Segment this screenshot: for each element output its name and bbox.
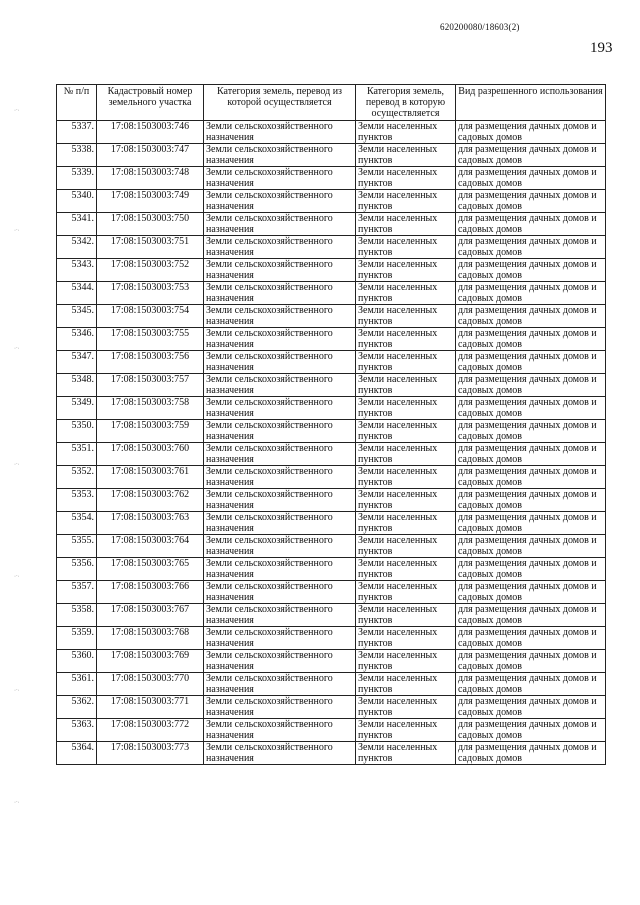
category-to-cell: Земли населенных пунктов (356, 351, 456, 374)
page-number: 193 (590, 40, 613, 56)
category-from-cell: Земли сельскохозяйственного назначения (204, 489, 356, 512)
category-to-cell: Земли населенных пунктов (356, 190, 456, 213)
header-row-number: № п/п (57, 85, 97, 121)
table-row (57, 443, 606, 466)
row-number-cell: 5356. (57, 558, 97, 581)
permitted-use-cell: для размещения дачных домов и садовых домов (456, 397, 606, 420)
table-row (57, 305, 606, 328)
row-number-cell: 5352. (57, 466, 97, 489)
category-to-cell: Земли населенных пунктов (356, 604, 456, 627)
permitted-use-cell: для размещения дачных домов и садовых домов (456, 282, 606, 305)
permitted-use-cell: для размещения дачных домов и садовых домов (456, 259, 606, 282)
permitted-use-cell: для размещения дачных домов и садовых домов (456, 144, 606, 167)
cadastral-number-cell: 17:08:1503003:751 (97, 236, 204, 259)
table-row (57, 121, 606, 144)
category-from-cell: Земли сельскохозяйственного назначения (204, 558, 356, 581)
table-row (57, 374, 606, 397)
row-number-cell: 5340. (57, 190, 97, 213)
permitted-use-cell: для размещения дачных домов и садовых домов (456, 627, 606, 650)
table-row (57, 167, 606, 190)
table-body (57, 121, 606, 765)
category-from-cell: Земли сельскохозяйственного назначения (204, 673, 356, 696)
category-from-cell: Земли сельскохозяйственного назначения (204, 121, 356, 144)
permitted-use-cell: для размещения дачных домов и садовых домов (456, 696, 606, 719)
permitted-use-cell: для размещения дачных домов и садовых домов (456, 374, 606, 397)
category-to-cell: Земли населенных пунктов (356, 650, 456, 673)
permitted-use-cell: для размещения дачных домов и садовых домов (456, 512, 606, 535)
permitted-use-cell: для размещения дачных домов и садовых домов (456, 328, 606, 351)
category-from-cell: Земли сельскохозяйственного назначения (204, 627, 356, 650)
cadastral-number-cell: 17:08:1503003:770 (97, 673, 204, 696)
table-row (57, 535, 606, 558)
row-number-cell: 5346. (57, 328, 97, 351)
category-to-cell: Земли населенных пунктов (356, 328, 456, 351)
category-to-cell: Земли населенных пунктов (356, 236, 456, 259)
row-number-cell: 5351. (57, 443, 97, 466)
cadastral-number-cell: 17:08:1503003:747 (97, 144, 204, 167)
table-row (57, 259, 606, 282)
land-registry-table (56, 84, 606, 765)
cadastral-number-cell: 17:08:1503003:759 (97, 420, 204, 443)
margin-scan-mark: ·ˑ· (14, 108, 20, 114)
permitted-use-cell: для размещения дачных домов и садовых домов (456, 558, 606, 581)
row-number-cell: 5350. (57, 420, 97, 443)
category-from-cell: Земли сельскохозяйственного назначения (204, 259, 356, 282)
row-number-cell: 5359. (57, 627, 97, 650)
cadastral-number-cell: 17:08:1503003:748 (97, 167, 204, 190)
category-to-cell: Земли населенных пунктов (356, 627, 456, 650)
category-to-cell: Земли населенных пунктов (356, 443, 456, 466)
table-row (57, 742, 606, 765)
table-row (57, 236, 606, 259)
permitted-use-cell: для размещения дачных домов и садовых домов (456, 443, 606, 466)
cadastral-number-cell: 17:08:1503003:758 (97, 397, 204, 420)
row-number-cell: 5342. (57, 236, 97, 259)
category-from-cell: Земли сельскохозяйственного назначения (204, 535, 356, 558)
row-number-cell: 5337. (57, 121, 97, 144)
row-number-cell: 5360. (57, 650, 97, 673)
margin-scan-mark: ·ˑ· (14, 800, 20, 806)
table-row (57, 282, 606, 305)
category-from-cell: Земли сельскохозяйственного назначения (204, 213, 356, 236)
row-number-cell: 5339. (57, 167, 97, 190)
category-to-cell: Земли населенных пунктов (356, 558, 456, 581)
cadastral-number-cell: 17:08:1503003:750 (97, 213, 204, 236)
cadastral-number-cell: 17:08:1503003:763 (97, 512, 204, 535)
permitted-use-cell: для размещения дачных домов и садовых домов (456, 650, 606, 673)
table-row (57, 604, 606, 627)
category-from-cell: Земли сельскохозяйственного назначения (204, 443, 356, 466)
cadastral-number-cell: 17:08:1503003:768 (97, 627, 204, 650)
table-row (57, 673, 606, 696)
category-to-cell: Земли населенных пунктов (356, 420, 456, 443)
category-from-cell: Земли сельскохозяйственного назначения (204, 397, 356, 420)
category-to-cell: Земли населенных пунктов (356, 489, 456, 512)
cadastral-number-cell: 17:08:1503003:752 (97, 259, 204, 282)
margin-scan-mark: ·ˑ· (14, 574, 20, 580)
table-row (57, 627, 606, 650)
category-to-cell: Земли населенных пунктов (356, 512, 456, 535)
table-row (57, 397, 606, 420)
category-from-cell: Земли сельскохозяйственного назначения (204, 719, 356, 742)
permitted-use-cell: для размещения дачных домов и садовых домов (456, 742, 606, 765)
category-to-cell: Земли населенных пунктов (356, 535, 456, 558)
permitted-use-cell: для размещения дачных домов и садовых домов (456, 489, 606, 512)
category-to-cell: Земли населенных пунктов (356, 144, 456, 167)
cadastral-number-cell: 17:08:1503003:754 (97, 305, 204, 328)
cadastral-number-cell: 17:08:1503003:746 (97, 121, 204, 144)
table-row (57, 650, 606, 673)
row-number-cell: 5353. (57, 489, 97, 512)
cadastral-number-cell: 17:08:1503003:757 (97, 374, 204, 397)
category-from-cell: Земли сельскохозяйственного назначения (204, 190, 356, 213)
permitted-use-cell: для размещения дачных домов и садовых домов (456, 190, 606, 213)
table-row (57, 719, 606, 742)
table-row (57, 466, 606, 489)
category-to-cell: Земли населенных пунктов (356, 374, 456, 397)
category-from-cell: Земли сельскохозяйственного назначения (204, 650, 356, 673)
category-from-cell: Земли сельскохозяйственного назначения (204, 420, 356, 443)
category-to-cell: Земли населенных пунктов (356, 719, 456, 742)
permitted-use-cell: для размещения дачных домов и садовых домов (456, 236, 606, 259)
permitted-use-cell: для размещения дачных домов и садовых домов (456, 420, 606, 443)
category-to-cell: Земли населенных пунктов (356, 673, 456, 696)
cadastral-number-cell: 17:08:1503003:773 (97, 742, 204, 765)
category-to-cell: Земли населенных пунктов (356, 259, 456, 282)
row-number-cell: 5355. (57, 535, 97, 558)
margin-scan-mark: ·ˑ· (14, 462, 20, 468)
row-number-cell: 5363. (57, 719, 97, 742)
table-row (57, 581, 606, 604)
cadastral-number-cell: 17:08:1503003:767 (97, 604, 204, 627)
permitted-use-cell: для размещения дачных домов и садовых домов (456, 719, 606, 742)
cadastral-number-cell: 17:08:1503003:761 (97, 466, 204, 489)
table-row (57, 558, 606, 581)
category-from-cell: Земли сельскохозяйственного назначения (204, 328, 356, 351)
category-from-cell: Земли сельскохозяйственного назначения (204, 604, 356, 627)
header-category-to: Категория земель, перевод в которую осуществляется (356, 85, 456, 121)
row-number-cell: 5341. (57, 213, 97, 236)
category-from-cell: Земли сельскохозяйственного назначения (204, 512, 356, 535)
category-from-cell: Земли сельскохозяйственного назначения (204, 696, 356, 719)
cadastral-number-cell: 17:08:1503003:764 (97, 535, 204, 558)
category-from-cell: Земли сельскохозяйственного назначения (204, 236, 356, 259)
margin-scan-mark: ·ˑ· (14, 228, 20, 234)
permitted-use-cell: для размещения дачных домов и садовых домов (456, 535, 606, 558)
category-from-cell: Земли сельскохозяйственного назначения (204, 581, 356, 604)
category-to-cell: Земли населенных пунктов (356, 397, 456, 420)
row-number-cell: 5348. (57, 374, 97, 397)
table-row (57, 190, 606, 213)
category-from-cell: Земли сельскохозяйственного назначения (204, 167, 356, 190)
cadastral-number-cell: 17:08:1503003:765 (97, 558, 204, 581)
header-cadastral-number: Кадастровый номер земельного участка (97, 85, 204, 121)
cadastral-number-cell: 17:08:1503003:772 (97, 719, 204, 742)
category-from-cell: Земли сельскохозяйственного назначения (204, 374, 356, 397)
permitted-use-cell: для размещения дачных домов и садовых домов (456, 604, 606, 627)
row-number-cell: 5364. (57, 742, 97, 765)
category-to-cell: Земли населенных пунктов (356, 466, 456, 489)
cadastral-number-cell: 17:08:1503003:771 (97, 696, 204, 719)
header-permitted-use: Вид разрешенного использования (456, 85, 606, 121)
category-to-cell: Земли населенных пунктов (356, 696, 456, 719)
margin-scan-mark: ·ˑ· (14, 346, 20, 352)
table-row (57, 328, 606, 351)
cadastral-number-cell: 17:08:1503003:769 (97, 650, 204, 673)
table-row (57, 144, 606, 167)
row-number-cell: 5345. (57, 305, 97, 328)
table-row (57, 512, 606, 535)
table-header-row (57, 85, 606, 121)
cadastral-number-cell: 17:08:1503003:755 (97, 328, 204, 351)
margin-scan-mark: ·ˑ· (14, 688, 20, 694)
header-category-from: Категория земель, перевод из которой осуществляется (204, 85, 356, 121)
category-to-cell: Земли населенных пунктов (356, 742, 456, 765)
row-number-cell: 5344. (57, 282, 97, 305)
permitted-use-cell: для размещения дачных домов и садовых домов (456, 673, 606, 696)
table-row (57, 696, 606, 719)
category-to-cell: Земли населенных пунктов (356, 167, 456, 190)
category-to-cell: Земли населенных пунктов (356, 213, 456, 236)
table-row (57, 420, 606, 443)
category-from-cell: Земли сельскохозяйственного назначения (204, 305, 356, 328)
row-number-cell: 5362. (57, 696, 97, 719)
category-to-cell: Земли населенных пунктов (356, 581, 456, 604)
cadastral-number-cell: 17:08:1503003:756 (97, 351, 204, 374)
permitted-use-cell: для размещения дачных домов и садовых домов (456, 213, 606, 236)
table-row (57, 351, 606, 374)
row-number-cell: 5347. (57, 351, 97, 374)
permitted-use-cell: для размещения дачных домов и садовых домов (456, 121, 606, 144)
cadastral-number-cell: 17:08:1503003:762 (97, 489, 204, 512)
table-row (57, 213, 606, 236)
row-number-cell: 5338. (57, 144, 97, 167)
permitted-use-cell: для размещения дачных домов и садовых домов (456, 351, 606, 374)
document-code: 620200080/18603(2) (440, 22, 520, 32)
category-from-cell: Земли сельскохозяйственного назначения (204, 282, 356, 305)
row-number-cell: 5357. (57, 581, 97, 604)
category-to-cell: Земли населенных пунктов (356, 305, 456, 328)
category-from-cell: Земли сельскохозяйственного назначения (204, 144, 356, 167)
category-to-cell: Земли населенных пунктов (356, 282, 456, 305)
cadastral-number-cell: 17:08:1503003:766 (97, 581, 204, 604)
row-number-cell: 5354. (57, 512, 97, 535)
permitted-use-cell: для размещения дачных домов и садовых домов (456, 305, 606, 328)
category-from-cell: Земли сельскохозяйственного назначения (204, 466, 356, 489)
cadastral-number-cell: 17:08:1503003:749 (97, 190, 204, 213)
permitted-use-cell: для размещения дачных домов и садовых домов (456, 466, 606, 489)
row-number-cell: 5358. (57, 604, 97, 627)
category-to-cell: Земли населенных пунктов (356, 121, 456, 144)
row-number-cell: 5349. (57, 397, 97, 420)
permitted-use-cell: для размещения дачных домов и садовых домов (456, 581, 606, 604)
table-row (57, 489, 606, 512)
cadastral-number-cell: 17:08:1503003:753 (97, 282, 204, 305)
category-from-cell: Земли сельскохозяйственного назначения (204, 351, 356, 374)
row-number-cell: 5361. (57, 673, 97, 696)
cadastral-number-cell: 17:08:1503003:760 (97, 443, 204, 466)
category-from-cell: Земли сельскохозяйственного назначения (204, 742, 356, 765)
permitted-use-cell: для размещения дачных домов и садовых домов (456, 167, 606, 190)
row-number-cell: 5343. (57, 259, 97, 282)
